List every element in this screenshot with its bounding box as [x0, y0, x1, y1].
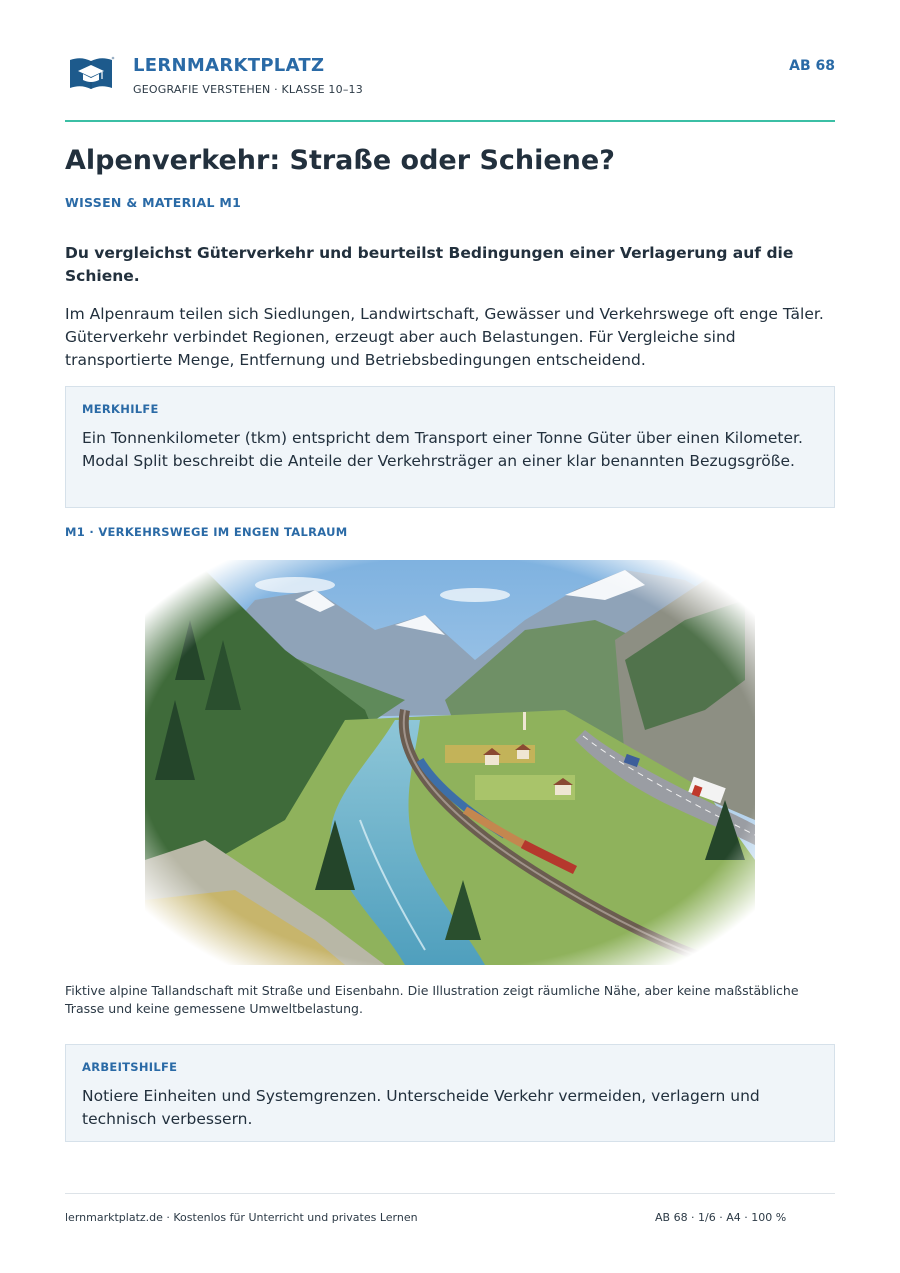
footer-source: lernmarktplatz.de · Kostenlos für Unterricht und privates Lernen — [65, 1211, 418, 1224]
footer-page-info: AB 68 · 1/6 · A4 · 100 % — [655, 1211, 787, 1224]
graduation-cap-book-icon — [67, 54, 115, 92]
arbeitshilfe-box — [65, 1044, 835, 1142]
arbeitshilfe-label: ARBEITSHILFE — [82, 1060, 178, 1074]
merkhilfe-text: Ein Tonnenkilometer (tkm) entspricht dem Transport einer Tonne Güter über einen Kilometer. Modal Split beschreibt die Anteile der Verkehrsträger an einer klar benannten Bezugsgröße. — [82, 429, 803, 470]
brand-name: LERNMARKTPLATZ — [133, 55, 325, 76]
figure-label: M1 · VERKEHRSWEGE IM ENGEN TALRAUM — [65, 525, 348, 539]
brand-subtitle: GEOGRAFIE VERSTEHEN · KLASSE 10–13 — [133, 83, 363, 96]
section-tag: WISSEN & MATERIAL M1 — [65, 195, 242, 210]
alpine-valley-illustration — [145, 560, 755, 965]
figure-caption: Fiktive alpine Tallandschaft mit Straße und Eisenbahn. Die Illustration zeigt räumliche Nähe, aber keine maßstäbliche Trasse und keine gemessene Umweltbelastung. — [65, 983, 799, 1016]
header-divider — [65, 120, 835, 122]
merkhilfe-label: MERKHILFE — [82, 402, 159, 416]
page-title: Alpenverkehr: Straße oder Schiene? — [65, 145, 615, 176]
sheet-id: AB 68 — [789, 58, 835, 74]
intro-text: Im Alpenraum teilen sich Siedlungen, Landwirtschaft, Gewässer und Verkehrswege oft enge Täler. Güterverkehr verbindet Regionen, erzeugt aber auch Belastungen. Für Vergleiche sind transportierte Menge, Entfernung und Betriebsbedingungen entscheidend. — [65, 305, 824, 369]
footer-divider — [65, 1193, 835, 1194]
merkhilfe-box — [65, 386, 835, 508]
lead-text: Du vergleichst Güterverkehr und beurteilst Bedingungen einer Verlagerung auf die Schiene. — [65, 244, 794, 285]
arbeitshilfe-text: Notiere Einheiten und Systemgrenzen. Unterscheide Verkehr vermeiden, verlagern und technisch verbessern. — [82, 1087, 760, 1128]
page-header — [65, 50, 835, 110]
